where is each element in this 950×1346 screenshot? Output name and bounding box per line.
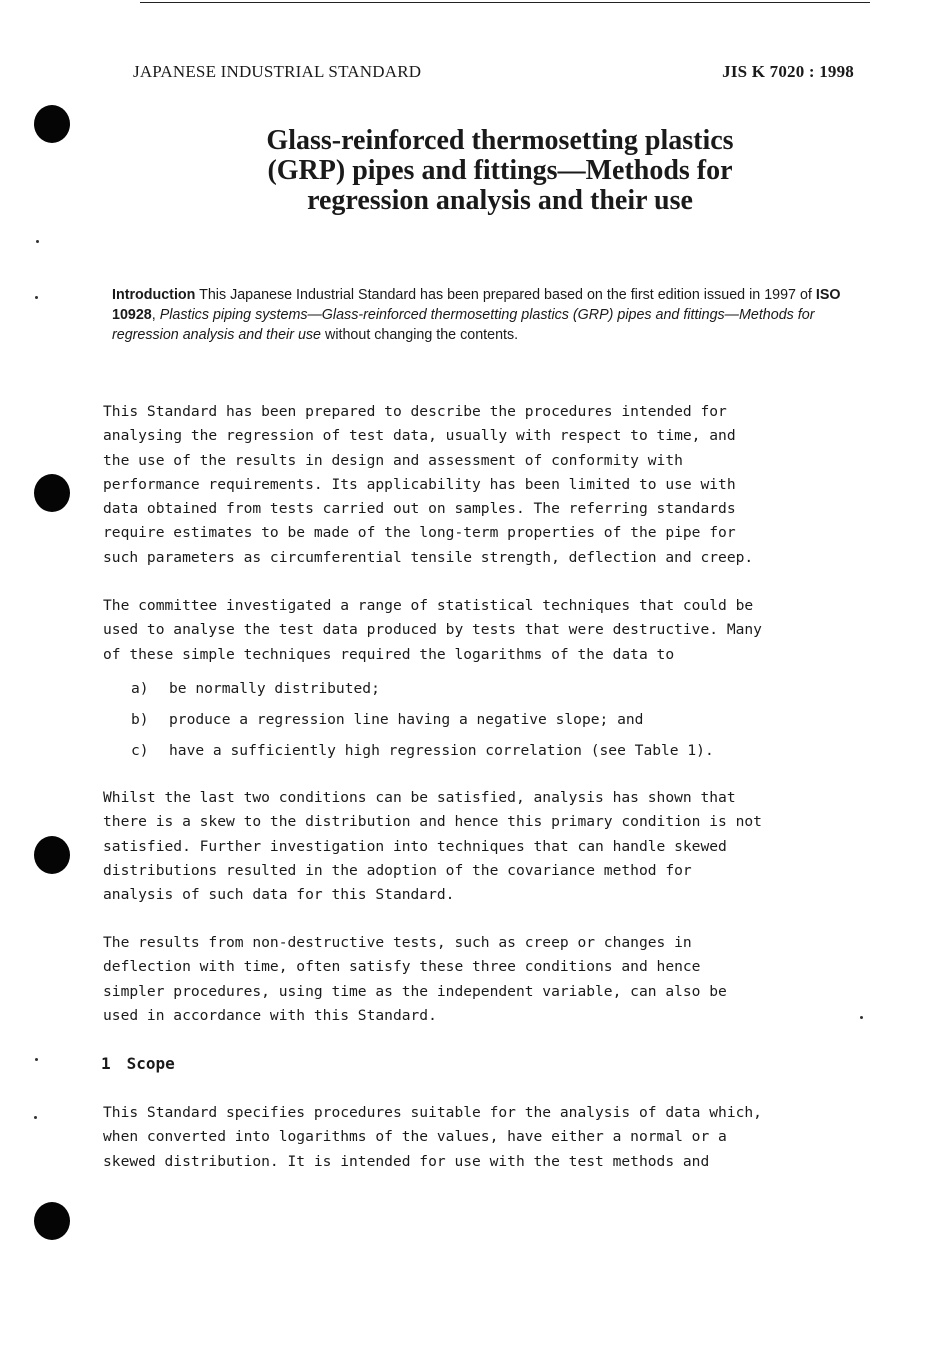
section-heading-scope [101, 1054, 175, 1073]
list-item [131, 711, 643, 728]
introduction-text: This Japanese Industrial Standard has been prepared based on the first edition issued in 1997 of [195, 287, 816, 303]
top-rule [140, 2, 870, 3]
document-title [150, 126, 850, 216]
list-marker: a) [131, 680, 149, 697]
section-title: Scope [126, 1054, 175, 1073]
introduction-text: without changing the contents. [321, 327, 519, 343]
section-number: 1 [101, 1054, 111, 1073]
standard-number: JIS K 7020 : 1998 [722, 62, 854, 81]
list-item [131, 742, 714, 759]
body-paragraph: The committee investigated a range of statistical techniques that could be used to analyse the test data produced by tests that were destructive. Many of these simple techniques required the logarithms of the data to [103, 597, 762, 663]
body-paragraph: The results from non-destructive tests, such as creep or changes in deflection with time, often satisfy these three conditions and hence simpler procedures, using time as the independent variable, can also be used in accordance with this Standard. [103, 934, 727, 1024]
scan-speck [36, 240, 39, 243]
standard-label: JAPANESE INDUSTRIAL STANDARD [133, 62, 422, 81]
introduction-label: Introduction [112, 287, 196, 303]
punch-hole [34, 474, 70, 512]
list-marker: b) [131, 711, 149, 728]
punch-hole [34, 105, 70, 143]
iso-number: ISO 10928 [112, 287, 841, 323]
list-marker: c) [131, 742, 149, 759]
body-paragraph: This Standard specifies procedures suitable for the analysis of data which, when converted into logarithms of the values, have either a normal or a skewed distribution. It is intended for use with the test methods and [103, 1104, 762, 1170]
body-paragraph: This Standard has been prepared to describe the procedures intended for analysing the regression of test data, usually with respect to time, and the use of the results in design and assessment of conformity with performance requirements. Its applicability has been limited to use with data obtained from tests carried out on samples. The referring standards require estimates to be made of the long-term properties of the pipe for such parameters as circumferential tensile strength, deflection and creep. [103, 403, 754, 566]
scan-speck [34, 1116, 37, 1119]
punch-hole [34, 836, 70, 874]
punch-hole [34, 1202, 70, 1240]
introduction-text: , [151, 307, 160, 323]
list-text: be normally distributed; [169, 680, 380, 697]
iso-title: Plastics piping systems—Glass-reinforced thermosetting plastics (GRP) pipes and fittings—Methods for regression analysis and their use [112, 307, 815, 343]
list-text: produce a regression line having a negative slope; and [169, 711, 644, 728]
title-line: regression analysis and their use [307, 185, 693, 216]
scan-speck [35, 1058, 38, 1061]
title-line: Glass-reinforced thermosetting plastics [266, 125, 734, 156]
introduction-paragraph [112, 285, 852, 345]
list-text: have a sufficiently high regression correlation (see Table 1). [169, 742, 714, 759]
title-line: (GRP) pipes and fittings—Methods for [267, 155, 733, 186]
body-paragraph: Whilst the last two conditions can be satisfied, analysis has shown that there is a skew to the distribution and hence this primary condition is not satisfied. Further investigation into techniques that can handle skewed distributions resulted in the adoption of the covariance method for analysis of such data for this Standard. [103, 789, 762, 904]
list-item [131, 680, 380, 697]
scan-speck [35, 296, 38, 299]
